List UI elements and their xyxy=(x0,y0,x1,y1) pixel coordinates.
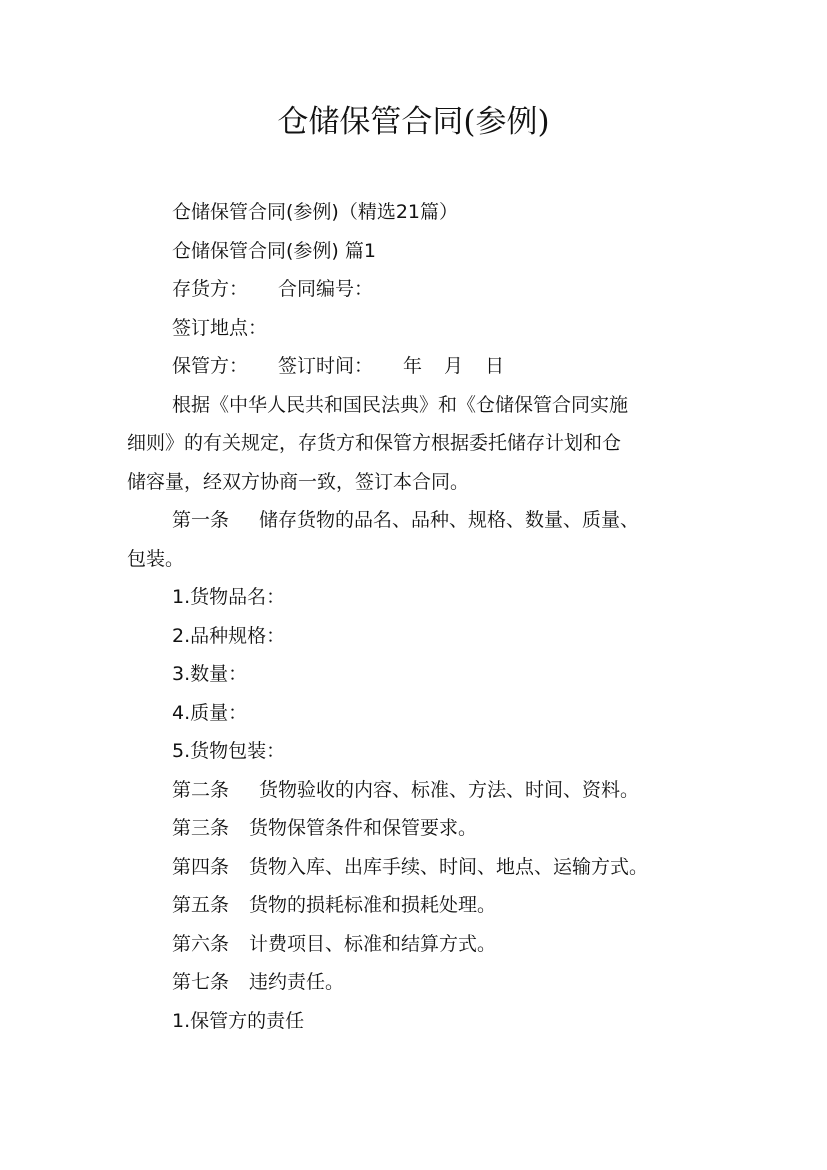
list-item: 4.质量： xyxy=(172,701,248,724)
contract-number-label: 合同编号： xyxy=(278,278,374,300)
document-body xyxy=(127,193,727,1040)
depositor-line xyxy=(127,270,727,309)
article-number: 第五条 xyxy=(172,894,230,916)
article-text: 货物验收的内容、标准、方法、时间、资料。 xyxy=(259,778,640,801)
article-text: 货物的损耗标准和损耗处理。 xyxy=(249,894,497,916)
article-4-line xyxy=(127,848,727,887)
article-text: 货物入库、出库手续、时间、地点、运输方式。 xyxy=(249,855,649,878)
article-1-line xyxy=(127,501,727,540)
article-text: 货物保管条件和保管要求。 xyxy=(249,817,478,839)
custodian-line xyxy=(127,347,727,386)
article-3-line xyxy=(127,809,727,848)
paragraph-line: 仓储保管合同(参例)（精选21篇） xyxy=(172,201,459,223)
paragraph-line: 根据《中华人民共和国民法典》和《仓储保管合同实施 xyxy=(172,393,629,416)
month-label: 月 xyxy=(444,355,464,377)
article-number: 第七条 xyxy=(172,971,230,993)
article-number: 第三条 xyxy=(172,817,230,839)
list-item: 3.数量： xyxy=(172,663,248,685)
article-2-line xyxy=(127,771,727,810)
paragraph-line: 包装。 xyxy=(127,547,185,570)
list-item: 2.品种规格： xyxy=(172,624,286,647)
paragraph-line: 细则》的有关规定，存货方和保管方根据委托储存计划和仓 xyxy=(127,432,622,454)
list-item: 1.货物品名： xyxy=(172,586,286,608)
list-item: 1.保管方的责任 xyxy=(172,1009,305,1032)
article-number: 第六条 xyxy=(172,932,230,955)
section-heading: 仓储保管合同(参例) 篇1 xyxy=(172,239,376,262)
day-label: 日 xyxy=(485,355,505,377)
article-text: 违约责任。 xyxy=(249,971,345,993)
year-label: 年 xyxy=(403,355,423,377)
custodian-label: 保管方： xyxy=(172,355,249,377)
article-number: 第二条 xyxy=(172,778,230,801)
article-6-line xyxy=(127,925,727,964)
article-number: 第四条 xyxy=(172,855,230,878)
paragraph-line: 储容量，经双方协商一致，签订本合同。 xyxy=(127,470,470,493)
signing-place-label: 签订地点： xyxy=(172,316,268,339)
signing-time-label: 签订时间： xyxy=(278,355,374,377)
article-5-line xyxy=(127,886,727,925)
article-text: 计费项目、标准和结算方式。 xyxy=(249,932,497,955)
document-title: 仓储保管合同(参例) xyxy=(277,104,550,140)
article-number: 第一条 xyxy=(172,509,230,531)
depositor-label: 存货方： xyxy=(172,278,249,300)
article-text: 储存货物的品名、品种、规格、数量、质量、 xyxy=(259,509,640,531)
list-item: 5.货物包装： xyxy=(172,740,286,762)
article-7-line xyxy=(127,963,727,1002)
